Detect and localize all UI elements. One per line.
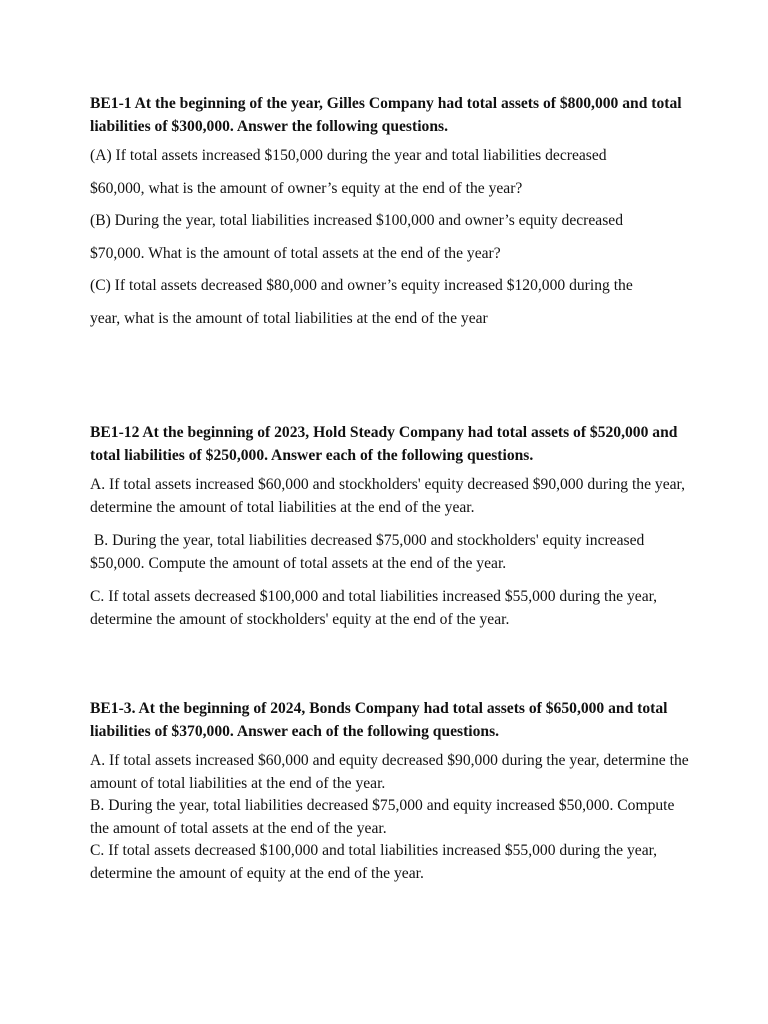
question-paragraph: A. If total assets increased $60,000 and stockholders' equity decreased $90,000 during the year, determine the amount of total liabilities at the end of the year. <box>90 476 686 516</box>
question-paragraph: B. During the year, total liabilities decreased $75,000 and stockholders' equity increased $50,000. Compute the amount of total assets at the end of the year. <box>90 532 649 572</box>
question-paragraph: C. If total assets decreased $100,000 and total liabilities increased $55,000 during the year, determine the amount of stockholders' equity at the end of the year. <box>90 588 658 628</box>
question-paragraph: $60,000, what is the amount of owner’s equity at the end of the year? <box>90 179 523 197</box>
question-paragraph: year, what is the amount of total liabilities at the end of the year <box>90 309 488 327</box>
question-paragraph: (C) If total assets decreased $80,000 and owner’s equity increased $120,000 during the <box>90 277 633 294</box>
section-heading: BE1-1 At the beginning of the year, Gilles Company had total assets of $800,000 and total liabilities of $300,000. Answer the following questions. <box>90 95 682 135</box>
question-paragraph: A. If total assets increased $60,000 and equity decreased $90,000 during the year, determine the amount of total liabilities at the end of the year. <box>90 752 689 792</box>
section-heading: BE1-12 At the beginning of 2023, Hold Steady Company had total assets of $520,000 and total liabilities of $250,000. Answer each of the following questions. <box>90 424 678 464</box>
section-be1-1 <box>90 93 690 340</box>
section-be1-12 <box>90 422 690 641</box>
question-paragraph: $70,000. What is the amount of total assets at the end of the year? <box>90 244 501 262</box>
question-paragraph: (B) During the year, total liabilities increased $100,000 and owner’s equity decreased <box>90 212 624 229</box>
question-paragraph: C. If total assets decreased $100,000 and total liabilities increased $55,000 during the year, determine the amount of equity at the end of the year. <box>90 842 658 882</box>
section-heading: BE1-3. At the beginning of 2024, Bonds Company had total assets of $650,000 and total liabilities of $370,000. Answer each of the following questions. <box>90 700 668 740</box>
section-be1-3 <box>90 698 690 885</box>
question-paragraph: B. During the year, total liabilities decreased $75,000 and equity increased $50,000. Compute the amount of total assets at the end of the year. <box>90 797 675 837</box>
question-paragraph: (A) If total assets increased $150,000 during the year and total liabilities decreased <box>90 147 607 164</box>
